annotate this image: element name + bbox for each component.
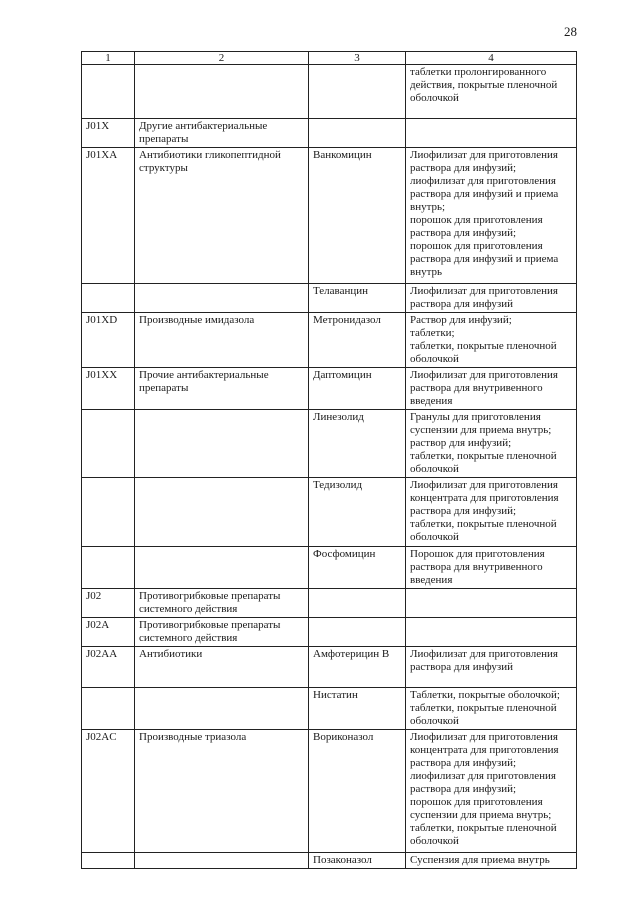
table-row	[82, 730, 577, 853]
atc-code-cell: J02AA	[82, 647, 135, 688]
dosage-forms-cell	[406, 119, 577, 148]
atc-code-cell	[82, 284, 135, 313]
column-header-1: 1	[82, 52, 135, 65]
table-row	[82, 313, 577, 368]
group-name-cell: Производные имидазола	[135, 313, 309, 368]
atc-code-cell: J02A	[82, 618, 135, 647]
atc-code-cell	[82, 65, 135, 119]
group-name-cell	[135, 65, 309, 119]
dosage-forms-cell: Порошок для приготовления раствора для внутривенного введения	[406, 547, 577, 589]
atc-code-cell: J02	[82, 589, 135, 618]
group-name-cell	[135, 284, 309, 313]
dosage-forms-cell: Лиофилизат для приготовления раствора для инфузий; лиофилизат для приготовления раствора для инфузий и приема внутрь; порошок для приготовления раствора для инфузий; порошок для приготовления раствора для инфузий и приема внутрь	[406, 148, 577, 284]
group-name-cell	[135, 547, 309, 589]
group-name-cell	[135, 478, 309, 547]
dosage-forms-cell: Таблетки, покрытые оболочкой; таблетки, покрытые пленочной оболочкой	[406, 688, 577, 730]
drug-name-cell: Линезолид	[309, 410, 406, 478]
group-name-cell	[135, 688, 309, 730]
atc-code-cell	[82, 410, 135, 478]
atc-code-cell	[82, 688, 135, 730]
drug-name-cell: Фосфомицин	[309, 547, 406, 589]
column-header-3: 3	[309, 52, 406, 65]
group-name-cell: Производные триазола	[135, 730, 309, 853]
group-name-cell	[135, 410, 309, 478]
drug-name-cell	[309, 618, 406, 647]
atc-code-cell: J01XA	[82, 148, 135, 284]
dosage-forms-cell: Раствор для инфузий; таблетки; таблетки, покрытые пленочной оболочкой	[406, 313, 577, 368]
group-name-cell: Другие антибактериальные препараты	[135, 119, 309, 148]
atc-code-cell: J02AC	[82, 730, 135, 853]
table-row	[82, 688, 577, 730]
group-name-cell: Антибиотики гликопептидной структуры	[135, 148, 309, 284]
group-name-cell	[135, 853, 309, 869]
table-row	[82, 368, 577, 410]
atc-code-cell	[82, 547, 135, 589]
table-row	[82, 119, 577, 148]
atc-code-cell	[82, 478, 135, 547]
drug-name-cell: Метронидазол	[309, 313, 406, 368]
table-row	[82, 547, 577, 589]
dosage-forms-cell: Лиофилизат для приготовления раствора для инфузий	[406, 647, 577, 688]
drug-name-cell: Тедизолид	[309, 478, 406, 547]
atc-code-cell: J01XD	[82, 313, 135, 368]
dosage-forms-cell: Лиофилизат для приготовления концентрата для приготовления раствора для инфузий; лиофилизат для приготовления раствора для инфузий; порошок для приготовления суспензии для приема внутрь; таблетки, покрытые пленочной оболочкой	[406, 730, 577, 853]
drug-name-cell: Ванкомицин	[309, 148, 406, 284]
table-row	[82, 853, 577, 869]
atc-code-cell: J01XX	[82, 368, 135, 410]
dosage-forms-cell: Лиофилизат для приготовления концентрата для приготовления раствора для инфузий; таблетки, покрытые пленочной оболочкой	[406, 478, 577, 547]
dosage-forms-cell: Лиофилизат для приготовления раствора для инфузий	[406, 284, 577, 313]
drug-name-cell	[309, 589, 406, 618]
group-name-cell: Противогрибковые препараты системного действия	[135, 618, 309, 647]
drug-name-cell: Нистатин	[309, 688, 406, 730]
column-header-2: 2	[135, 52, 309, 65]
atc-code-cell: J01X	[82, 119, 135, 148]
drug-name-cell	[309, 65, 406, 119]
table-row	[82, 589, 577, 618]
table-row	[82, 284, 577, 313]
dosage-forms-cell: таблетки пролонгированного действия, покрытые пленочной оболочкой	[406, 65, 577, 119]
group-name-cell: Прочие антибактериальные препараты	[135, 368, 309, 410]
table-row	[82, 410, 577, 478]
dosage-forms-cell: Лиофилизат для приготовления раствора для внутривенного введения	[406, 368, 577, 410]
column-header-4: 4	[406, 52, 577, 65]
atc-code-cell	[82, 853, 135, 869]
drug-name-cell: Телаванцин	[309, 284, 406, 313]
dosage-forms-cell: Суспензия для приема внутрь	[406, 853, 577, 869]
table-row	[82, 148, 577, 284]
drug-name-cell: Позаконазол	[309, 853, 406, 869]
table-body	[82, 65, 577, 869]
dosage-forms-cell	[406, 589, 577, 618]
drug-name-cell	[309, 119, 406, 148]
table-row	[82, 65, 577, 119]
group-name-cell: Противогрибковые препараты системного действия	[135, 589, 309, 618]
drug-name-cell: Даптомицин	[309, 368, 406, 410]
drug-name-cell: Амфотерицин В	[309, 647, 406, 688]
drug-table	[81, 51, 577, 869]
group-name-cell: Антибиотики	[135, 647, 309, 688]
drug-name-cell: Вориконазол	[309, 730, 406, 853]
dosage-forms-cell	[406, 618, 577, 647]
table-row	[82, 647, 577, 688]
table-row	[82, 478, 577, 547]
page-number: 28	[564, 24, 577, 39]
table-header-row	[82, 52, 577, 65]
dosage-forms-cell: Гранулы для приготовления суспензии для приема внутрь; раствор для инфузий; таблетки, покрытые пленочной оболочкой	[406, 410, 577, 478]
table-row	[82, 618, 577, 647]
